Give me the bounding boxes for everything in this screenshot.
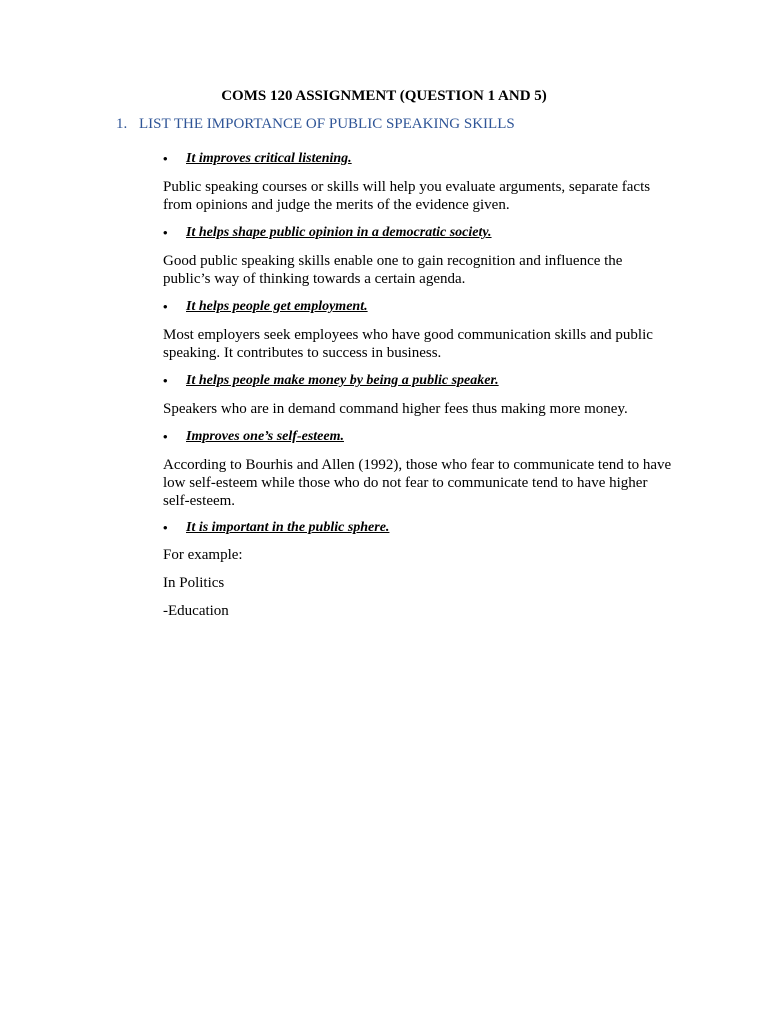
section-heading-text: LIST THE IMPORTANCE OF PUBLIC SPEAKING SKILLS: [139, 116, 515, 132]
section-number: 1.: [116, 116, 128, 132]
bullet-body: Most employers seek employees who have good communication skills and public speaking. It contributes to success in business.: [163, 327, 653, 361]
bullet-heading: Improves one’s self-esteem.: [186, 429, 344, 444]
bullet-heading: It helps people get employment.: [186, 299, 368, 314]
section-heading: [116, 115, 515, 133]
bullet-icon: •: [163, 299, 168, 314]
bullet-body: Speakers who are in demand command higher fees thus making more money.: [163, 401, 628, 417]
bullet-heading: It improves critical listening.: [186, 151, 352, 166]
bullet-body: According to Bourhis and Allen (1992), those who fear to communicate tend to have low self-esteem while those who do not fear to communicate tend to have higher self-esteem.: [163, 457, 672, 509]
bullet-body: Good public speaking skills enable one to gain recognition and influence the public’s way of thinking towards a certain agenda.: [163, 253, 623, 287]
bullet-point: [163, 150, 673, 168]
bullet-body: Public speaking courses or skills will help you evaluate arguments, separate facts from opinions and judge the merits of the evidence given.: [163, 179, 651, 213]
example-line: -Education: [163, 603, 229, 619]
bullet-heading: It helps people make money by being a public speaker.: [186, 373, 499, 388]
document-title: COMS 120 ASSIGNMENT (QUESTION 1 AND 5): [221, 88, 547, 104]
bullet-icon: •: [163, 151, 168, 166]
bullet-heading: It is important in the public sphere.: [186, 520, 390, 535]
bullet-point: [163, 372, 673, 390]
example-line: In Politics: [163, 575, 225, 591]
bullet-point: [163, 519, 673, 537]
bullet-point: [163, 298, 673, 316]
bullet-icon: •: [163, 225, 168, 240]
bullet-icon: •: [163, 520, 168, 535]
bullet-icon: •: [163, 373, 168, 388]
document-body: [163, 150, 673, 620]
bullet-body: For example:: [163, 547, 243, 563]
bullet-heading: It helps shape public opinion in a democratic society.: [186, 225, 492, 240]
bullet-icon: •: [163, 429, 168, 444]
bullet-point: [163, 224, 673, 242]
bullet-point: [163, 428, 673, 446]
